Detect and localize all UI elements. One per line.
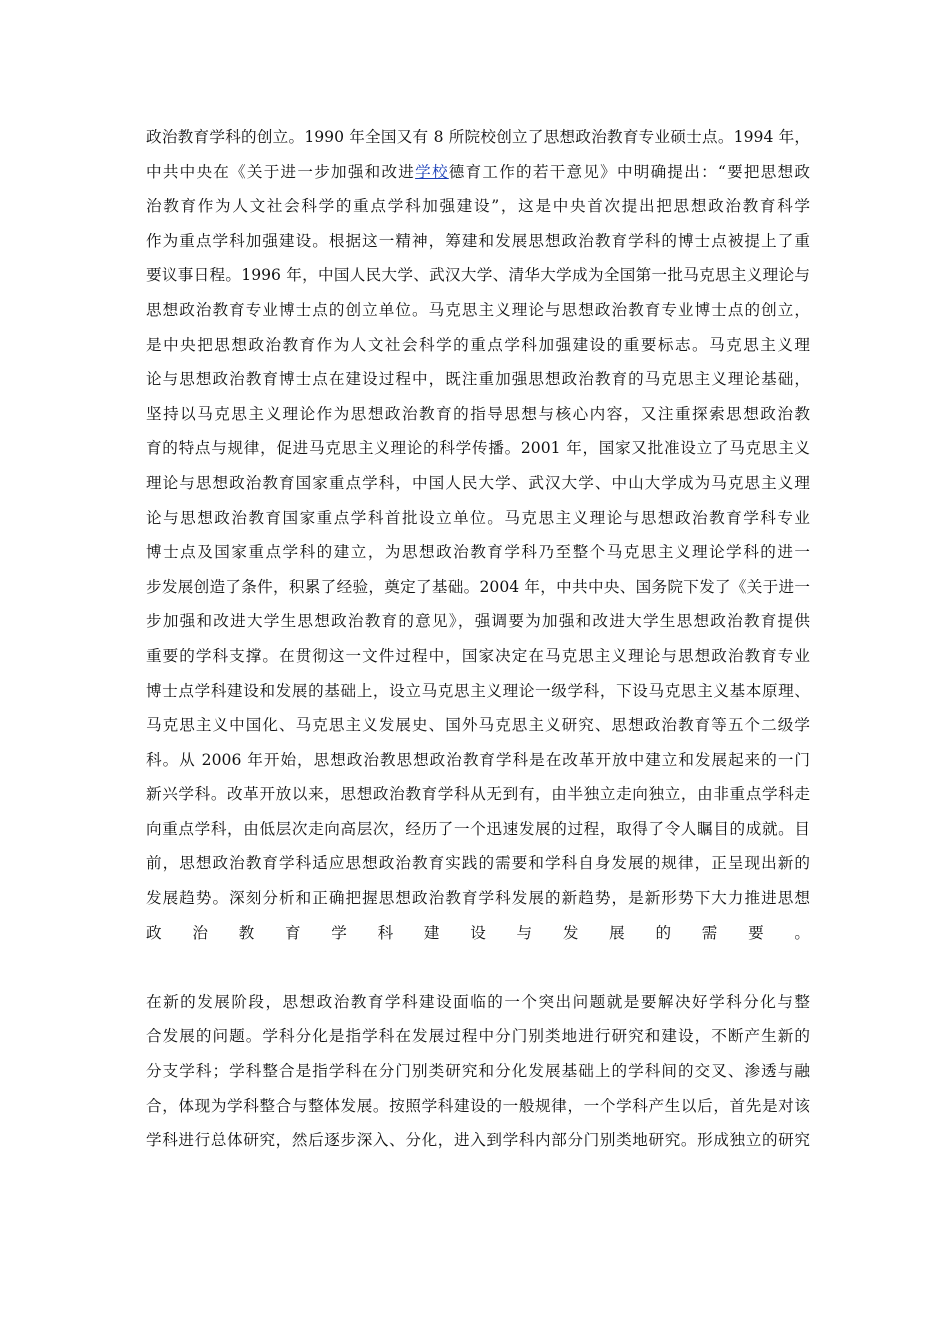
text-line: 博士点学科建设和发展的基础上，设立马克思主义理论一级学科，下设马克思主义基本原理、 <box>146 681 810 700</box>
text-line: 步加强和改进大学生思想政治教育的意见》，强调要为加强和改进大学生思想政治教育提供 <box>146 612 810 631</box>
text-line: 政治教育学科的创立。1990 年全国又有 8 所院校创立了思想政治教育专业硕士点。1994 年， <box>146 128 810 146</box>
text-line: 治教育作为人文社会科学的重点学科加强建设”，这是中央首次提出把思想政治教育科学 <box>146 197 810 216</box>
text-segment: 德育工作的若干意见》中明确提出：“要把思想政 <box>448 162 810 181</box>
text-line: 分支学科；学科整合是指学科在分门别类研究和分化发展基础上的学科间的交叉、渗透与融 <box>146 1062 810 1081</box>
text-line: 新兴学科。改革开放以来，思想政治教育学科从无到有，由半独立走向独立，由非重点学科走 <box>146 785 810 804</box>
text-line: 是中央把思想政治教育作为人文社会科学的重点学科加强建设的重要标志。马克思主义理 <box>146 335 810 354</box>
text-line: 学科进行总体研究，然后逐步深入、分化，进入到学科内部分门别类地研究。形成独立的研究 <box>146 1131 810 1150</box>
text-line: 思想政治教育专业博士点的创立单位。马克思主义理论与思想政治教育专业博士点的创立， <box>146 300 810 319</box>
text-line: 在新的发展阶段，思想政治教育学科建设面临的一个突出问题就是要解决好学科分化与整 <box>146 992 810 1011</box>
text-line: 向重点学科，由低层次走向高层次，经历了一个迅速发展的过程，取得了令人瞩目的成就。目 <box>146 819 810 838</box>
text-line: 理论与思想政治教育国家重点学科，中国人民大学、武汉大学、中山大学成为马克思主义理 <box>146 473 810 492</box>
text-line: 科。从 2006 年开始，思想政治教思想政治教育学科是在改革开放中建立和发展起来的一门 <box>146 750 810 769</box>
text-line: 步发展创造了条件，积累了经验，奠定了基础。2004 年，中共中央、国务院下发了《关于进一 <box>146 577 810 596</box>
text-line: 博士点及国家重点学科的建立，为思想政治教育学科乃至整个马克思主义理论学科的进一 <box>146 543 810 562</box>
text-line: 合发展的问题。学科分化是指学科在发展过程中分门别类地进行研究和建设，不断产生新的 <box>146 1027 810 1046</box>
text-line <box>146 950 810 985</box>
text-line: 发展趋势。深刻分析和正确把握思想政治教育学科发展的新趋势，是新形势下大力推进思想 <box>146 889 810 908</box>
text-line: 马克思主义中国化、马克思主义发展史、国外马克思主义研究、思想政治教育等五个二级学 <box>146 716 810 735</box>
text-line: 坚持以马克思主义理论作为思想政治教育的指导思想与核心内容，又注重探索思想政治教 <box>146 404 810 423</box>
text-line: 要议事日程。1996 年，中国人民大学、武汉大学、清华大学成为全国第一批马克思主义理论与 <box>146 266 810 285</box>
text-line: 育的特点与规律，促进马克思主义理论的科学传播。2001 年，国家又批准设立了马克思主义 <box>146 439 810 458</box>
text-line <box>146 155 810 190</box>
text-segment: 中共中央在《关于进一步加强和改进 <box>146 162 416 181</box>
school-link[interactable]: 学校 <box>415 162 449 181</box>
text-line: 前，思想政治教育学科适应思想政治教育实践的需要和学科自身发展的规律，正呈现出新的 <box>146 854 810 873</box>
text-line: 合，体现为学科整合与整体发展。按照学科建设的一般规律，一个学科产生以后，首先是对该 <box>146 1096 810 1115</box>
text-line: 政治教育学科建设与发展的需要。 <box>146 923 810 942</box>
text-line: 论与思想政治教育国家重点学科首批设立单位。马克思主义理论与思想政治教育学科专业 <box>146 508 810 527</box>
document-body <box>146 120 810 1158</box>
text-line: 重要的学科支撑。在贯彻这一文件过程中，国家决定在马克思主义理论与思想政治教育专业 <box>146 646 810 665</box>
text-line: 论与思想政治教育博士点在建设过程中，既注重加强思想政治教育的马克思主义理论基础， <box>146 370 810 389</box>
text-line: 作为重点学科加强建设。根据这一精神，筹建和发展思想政治教育学科的博士点被提上了重 <box>146 231 810 250</box>
